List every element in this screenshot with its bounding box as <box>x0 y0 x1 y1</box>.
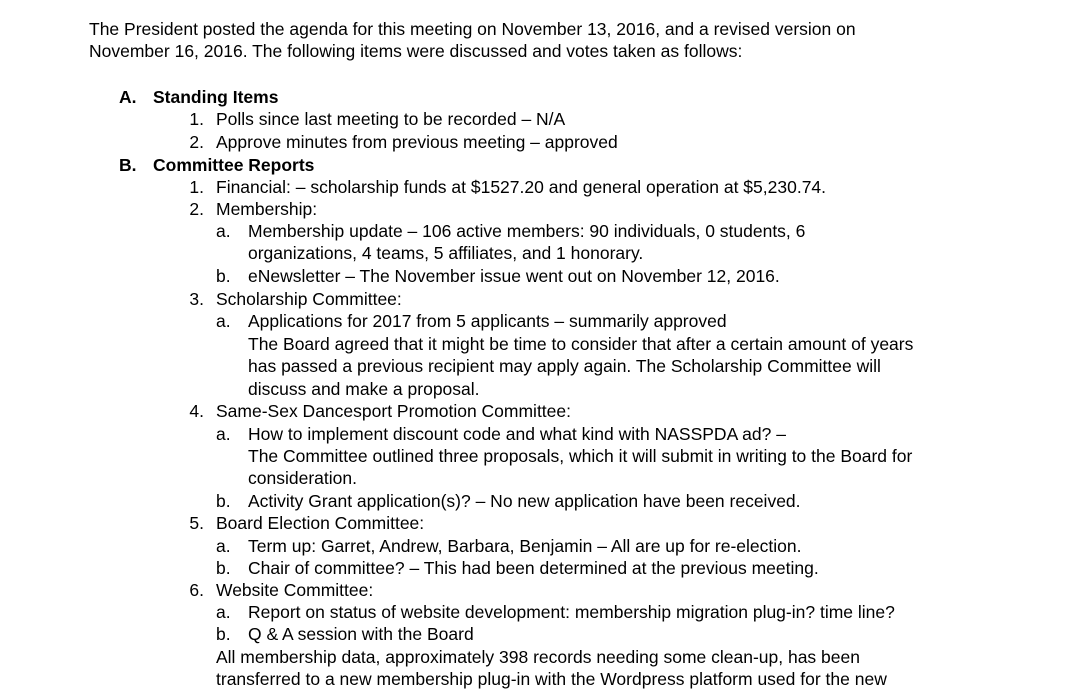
item-text: Financial: – scholarship funds at $1527.20 and general operation at $5,230.74. <box>216 177 827 197</box>
subitem-text: Q & A session with the Board <box>248 624 474 644</box>
subitem-letter: b. <box>216 266 231 286</box>
subitem-text: Report on status of website development: membership migration plug-in? time line? <box>248 602 895 622</box>
item-text: Same-Sex Dancesport Promotion Committee: <box>216 401 571 421</box>
subitem-text: Term up: Garret, Andrew, Barbara, Benjamin – All are up for re-election. <box>248 536 802 556</box>
item-text: Board Election Committee: <box>216 513 425 533</box>
item-number: 6. <box>189 580 204 600</box>
item-text: Website Committee: <box>216 580 374 600</box>
item-text: Polls since last meeting to be recorded – N/A <box>216 109 566 129</box>
item-number: 5. <box>189 513 204 533</box>
item-number: 3. <box>189 289 204 309</box>
subitem-letter: b. <box>216 558 231 578</box>
subitem-text: Applications for 2017 from 5 applicants – summarily approved <box>248 311 727 331</box>
subitem-letter: a. <box>216 602 231 622</box>
section-letter: A. <box>119 87 137 107</box>
section-title: Standing Items <box>153 87 279 107</box>
subitem-letter: a. <box>216 536 231 556</box>
item-number: 2. <box>189 132 204 152</box>
subitem-text: The Board agreed that it might be time to consider that after a certain amount of years <box>248 334 914 354</box>
section-letter: B. <box>119 155 137 175</box>
subitem-letter: b. <box>216 491 231 511</box>
subitem-letter: b. <box>216 624 231 644</box>
item-number: 4. <box>189 401 204 421</box>
subitem-text: eNewsletter – The November issue went out on November 12, 2016. <box>248 266 780 286</box>
subitem-text: has passed a previous recipient may apply again. The Scholarship Committee will <box>248 356 881 376</box>
subitem-letter: a. <box>216 311 231 331</box>
subitem-text: Chair of committee? – This had been determined at the previous meeting. <box>248 558 819 578</box>
subitem-letter: a. <box>216 424 231 444</box>
subitem-text: Activity Grant application(s)? – No new application have been received. <box>248 491 801 511</box>
subitem-text: discuss and make a proposal. <box>248 379 480 399</box>
item-number: 2. <box>189 199 204 219</box>
paragraph-text: transferred to a new membership plug-in with the Wordpress platform used for the new <box>216 669 887 689</box>
subitem-text: organizations, 4 teams, 5 affiliates, and 1 honorary. <box>248 243 644 263</box>
item-text: Scholarship Committee: <box>216 289 402 309</box>
item-text: Membership: <box>216 199 318 219</box>
subitem-text: Membership update – 106 active members: 90 individuals, 0 students, 6 <box>248 221 806 241</box>
item-number: 1. <box>189 109 204 129</box>
item-number: 1. <box>189 177 204 197</box>
intro-line: November 16, 2016. The following items were discussed and votes taken as follows: <box>89 41 743 61</box>
paragraph-text: All membership data, approximately 398 records needing some clean-up, has been <box>216 647 860 667</box>
subitem-text: How to implement discount code and what kind with NASSPDA ad? – <box>248 424 786 444</box>
section-title: Committee Reports <box>153 155 315 175</box>
intro-line: The President posted the agenda for this meeting on November 13, 2016, and a revised version on <box>89 19 856 39</box>
subitem-letter: a. <box>216 221 231 241</box>
subitem-text: consideration. <box>248 468 357 488</box>
subitem-text: The Committee outlined three proposals, which it will submit in writing to the Board for <box>248 446 913 466</box>
item-text: Approve minutes from previous meeting – approved <box>216 132 618 152</box>
